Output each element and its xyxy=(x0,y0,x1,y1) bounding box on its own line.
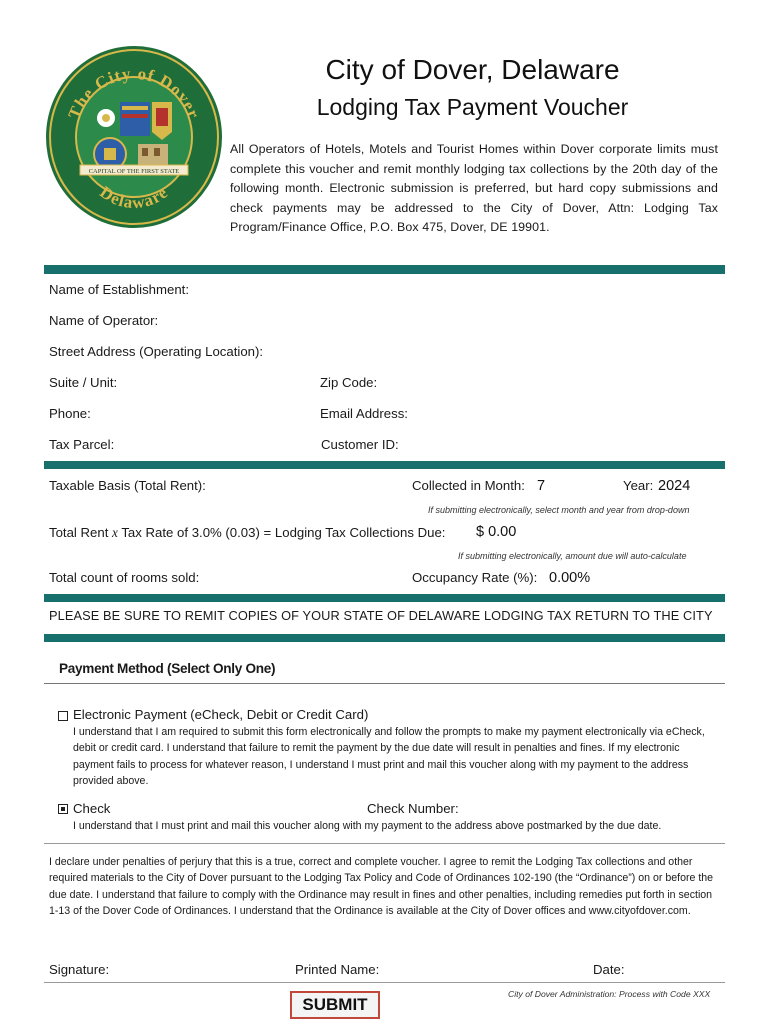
declaration-divider xyxy=(44,843,725,844)
taxable-basis-label: Taxable Basis (Total Rent): xyxy=(49,478,206,493)
month-year-note: If submitting electronically, select month and year from drop-down xyxy=(428,505,690,515)
section-bar-remit-bottom xyxy=(44,634,725,642)
city-seal-logo xyxy=(44,44,224,230)
intro-paragraph: All Operators of Hotels, Motels and Tourist Homes within Dover corporate limits must complete this voucher and remit monthly lodging tax collections by the 20th day of the following month. Electronic submission is preferred, but hard copy submissions and check payments may be addressed to the City of Dover, Attn: Lodging Tax Program/Finance Office, P.O. Box 475, Dover, DE 19901. xyxy=(230,142,718,234)
check-number-label: Check Number: xyxy=(367,801,459,816)
suite-label: Suite / Unit: xyxy=(49,375,118,390)
declaration-text: I declare under penalties of perjury that this is a true, correct and complete voucher. I agree to remit the Lodging Tax collections and other required materials to the City of Dover pursuant to the Lodging Tax Policy and Code of Ordinances 102-190 (the “Ordinance”) on or before the due date. I understand that failure to comply with the Ordinance may result in fines and other penalties, including remedies put forth in section 1-13 of the Dover Code of Ordinances. I understand that the Ordinance is available at the City of Dover offices and www.cityofdover.com. xyxy=(49,856,714,918)
establishment-label: Name of Establishment: xyxy=(49,282,189,297)
occupancy-label: Occupancy Rate (%): xyxy=(412,570,538,585)
payment-method-title: Payment Method (Select Only One) xyxy=(59,661,276,676)
amount-note: If submitting electronically, amount due will auto-calculate xyxy=(458,551,687,561)
remit-notice: PLEASE BE SURE TO REMIT COPIES OF YOUR STATE OF DELAWARE LODGING TAX RETURN TO THE CITY xyxy=(49,608,713,623)
formula-x: x xyxy=(112,525,118,540)
section-bar-remit-top xyxy=(44,594,725,602)
collected-month-label: Collected in Month: xyxy=(412,478,525,493)
occupancy-value[interactable]: 0.00% xyxy=(549,570,591,586)
signature-label: Signature: xyxy=(49,962,110,977)
submit-button[interactable]: SUBMIT xyxy=(290,991,380,1019)
section-bar-top xyxy=(44,265,725,274)
phone-label: Phone: xyxy=(49,406,91,421)
formula-label xyxy=(49,525,445,541)
formula-prefix: Total Rent xyxy=(49,525,113,540)
seal-text-top: The City of Dover xyxy=(64,63,204,122)
email-label: Email Address: xyxy=(320,406,408,421)
collected-month-select[interactable]: 7 xyxy=(537,478,546,494)
page-title: City of Dover, Delaware xyxy=(325,54,620,85)
seal-text-bottom: Delaware xyxy=(96,182,172,213)
seal-ribbon: CAPITAL OF THE FIRST STATE xyxy=(88,168,180,175)
footer-note: City of Dover Administration: Process with Code XXX xyxy=(508,989,711,999)
payment-method-underline xyxy=(44,683,725,684)
amount-due-field[interactable]: $ 0.00 xyxy=(476,524,517,540)
check-payment-label: Check xyxy=(73,801,111,816)
check-payment-text: I understand that I must print and mail this voucher along with my payment to the address above postmarked by the due date. xyxy=(73,820,662,832)
year-label: Year: xyxy=(623,478,654,493)
check-payment-checkbox[interactable] xyxy=(58,804,68,814)
electronic-payment-text: I understand that I am required to submit this form electronically and follow the prompts to make my payment electronically via eCheck, debit or credit card. I understand that failure to remit the payment by the due date will result in penalties and fines. If my electronic payment fails to process for whatever reason, I understand I must print and mail this voucher along with my payment to the address provided above. xyxy=(73,726,705,788)
page-subtitle: Lodging Tax Payment Voucher xyxy=(316,94,629,120)
street-address-label: Street Address (Operating Location): xyxy=(49,344,264,359)
electronic-payment-checkbox[interactable] xyxy=(58,711,68,721)
printed-name-label: Printed Name: xyxy=(295,962,380,977)
operator-label: Name of Operator: xyxy=(49,313,159,328)
electronic-payment-label: Electronic Payment (eCheck, Debit or Credit Card) xyxy=(73,707,369,722)
rooms-sold-label: Total count of rooms sold: xyxy=(49,570,200,585)
formula-suffix: Tax Rate of 3.0% (0.03) = Lodging Tax Collections Due: xyxy=(117,525,446,540)
customer-id-label: Customer ID: xyxy=(321,437,399,452)
date-label: Date: xyxy=(593,962,625,977)
tax-parcel-label: Tax Parcel: xyxy=(49,437,115,452)
year-select[interactable]: 2024 xyxy=(658,478,691,494)
zip-label: Zip Code: xyxy=(320,375,378,390)
signature-divider xyxy=(44,982,725,983)
section-bar-tax xyxy=(44,461,725,469)
